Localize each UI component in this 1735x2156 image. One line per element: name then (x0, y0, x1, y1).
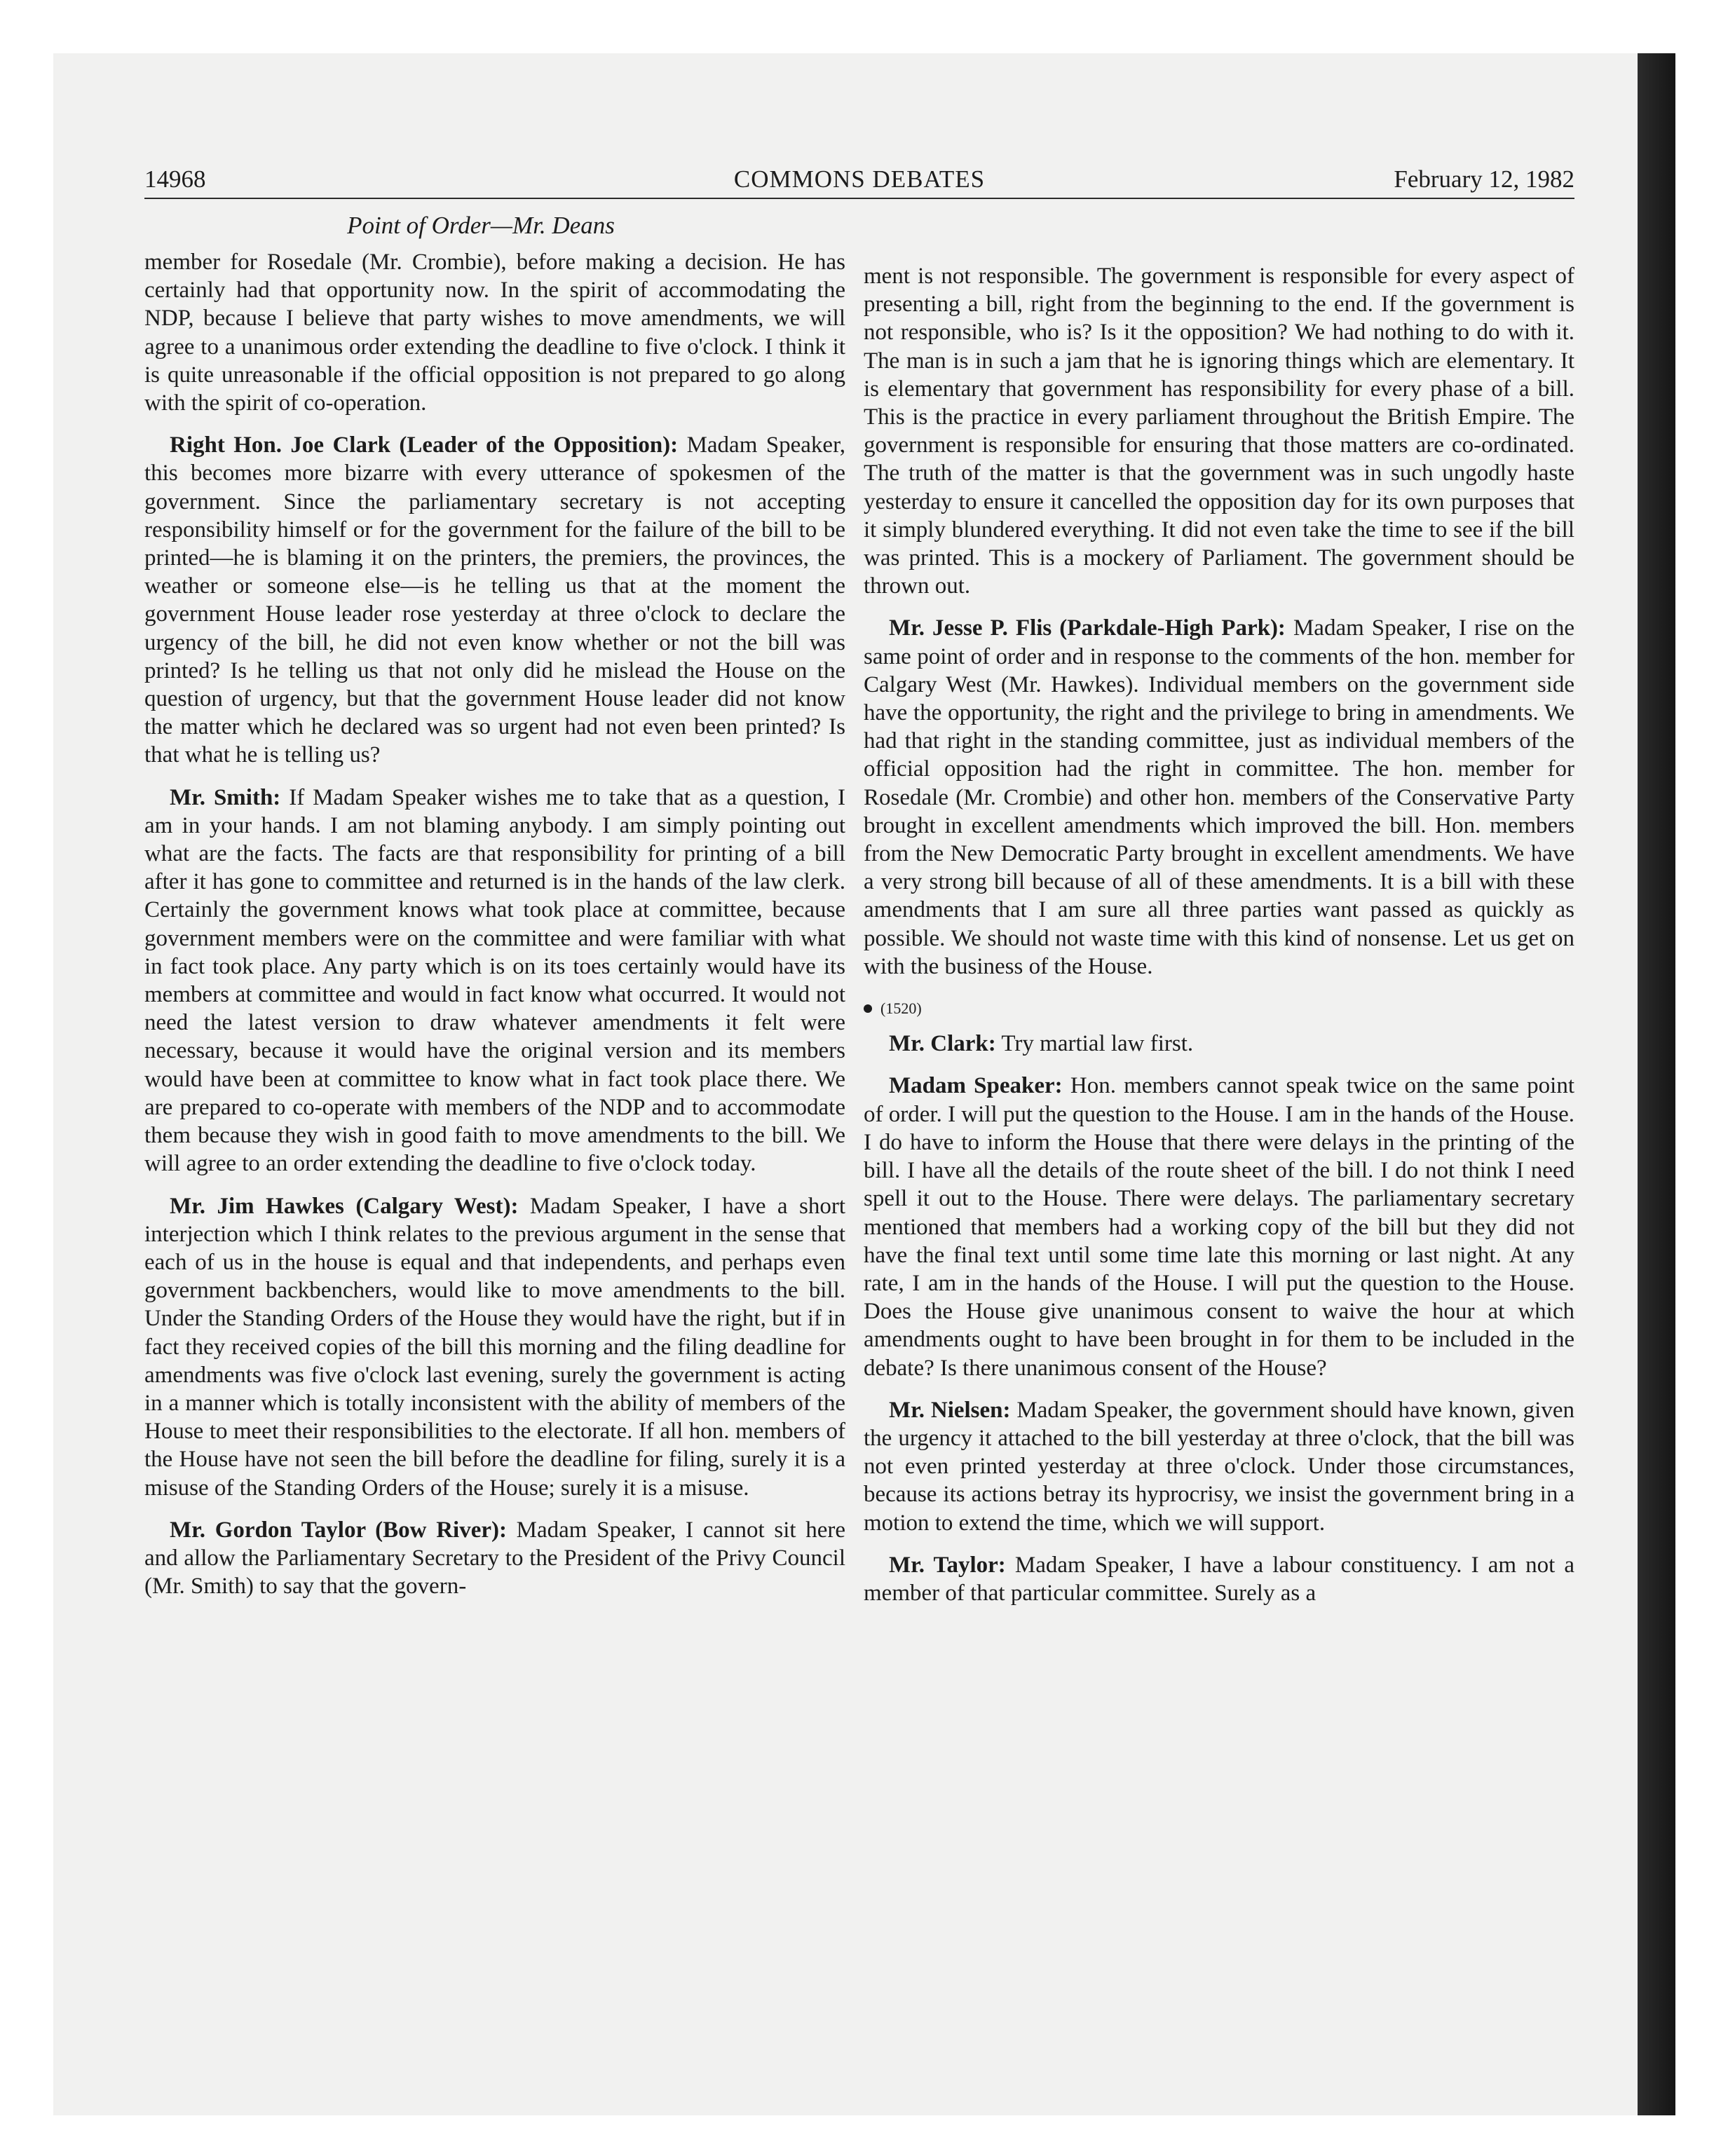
section-subtitle: Point of Order—Mr. Deans (347, 212, 615, 239)
paragraph (144, 431, 845, 769)
time-marker (864, 995, 1574, 1023)
speech-text: Madam Speaker, I rise on the same point of order and in response to the comments of the hon. member for Calgary West (Mr. Hawkes). Individual members on the government side have the opportunity, the right and the privilege to bring in amendments. We had that right in the standing committee, just as individual members of the official opposition had the right in committee. The hon. member for Rosedale (Mr. Crombie) and other hon. members of the Conservative Party brought in excellent amendments which improved the bill. Hon. members from the New Democratic Party brought in excellent amendments. We have a very strong bill because of all of these amendments. It is a bill with these amendments that I am sure all three parties want passed as quickly as possible. We should not waste time with this kind of nonsense. Let us get on with the business of the House. (864, 615, 1575, 979)
speech-text: Try martial law first. (1001, 1031, 1194, 1057)
paragraph (144, 1192, 845, 1502)
speaker-name: Mr. Gordon Taylor (Bow River): (170, 1517, 507, 1543)
page-header (144, 165, 1574, 198)
right-column (864, 262, 1574, 1621)
paragraph (864, 614, 1574, 981)
speaker-name: Mr. Jesse P. Flis (Parkdale-High Park): (889, 615, 1286, 641)
speaker-name: Mr. Nielsen: (889, 1397, 1011, 1423)
speaker-name: Mr. Taylor: (889, 1552, 1006, 1578)
paragraph (144, 784, 845, 1178)
speech-text: Hon. members cannot speak twice on the same point of order. I will put the question to the House. I am in the hands of the House. I do have to inform the House that there were delays in the printing of the bill. I have all the details of the route sheet of the bill. I do not think I need spell it out to the House. There were delays. The parliamentary secretary mentioned that members had a working copy of the bill but they did not have the final text until some time late this morning or last night. At any rate, I am in the hands of the House. I will put the question to the House. Does the House give unanimous consent to waive the hour at which amendments ought to have been brought in for them to be included in the debate? Is there unanimous consent of the House? (864, 1073, 1575, 1381)
header-rule (144, 198, 1574, 199)
speech-text: Madam Speaker, this becomes more bizarre with every utterance of spokesmen of the government. Since the parliamentary secretary is not accepting responsibility himself or for the government for the failure of the bill to be printed—he is blaming it on the printers, the premiers, the provinces, the weather or someone else—is he telling us that at the moment the government House leader rose yesterday at three o'clock to declare the urgency of the bill, he did not even know whether or not the bill was printed? Is he telling us that not only did he mislead the House on the question of urgency, but that the government House leader did not know the matter which he declared was so urgent had not even been printed? Is that what he is telling us? (144, 432, 845, 768)
speech-text: Madam Speaker, the government should have known, given the urgency it attached to the bill yesterday at three o'clock, that the bill was not even printed yesterday at three o'clock. Under those circumstances, because its actions betray its hyprocrisy, we insist the government bring in a motion to extend the time, which we will support. (864, 1397, 1574, 1536)
speech-text: Madam Speaker, I have a short interjection which I think relates to the previous argument in the sense that each of us in the house is equal and that independents, and perhaps even government backbenchers, would like to move amendments to the bill. Under the Standing Orders of the House they would have the right, but if in fact they received copies of the bill this morning and the filing deadline for amendments was five o'clock last evening, surely the government is acting in a manner which is totally inconsistent with the ability of members of the House to meet their responsibilities to the electorate. If all hon. members of the House have not seen the bill before the deadline for filing, surely it is a misuse of the Standing Orders of the House; surely it is a misuse. (144, 1193, 845, 1501)
paragraph (144, 248, 845, 417)
page-date: February 12, 1982 (1394, 165, 1574, 193)
speaker-name: Madam Speaker: (889, 1073, 1063, 1099)
time-marker-text: (1520) (880, 999, 922, 1018)
left-column (144, 248, 845, 1614)
paragraph (144, 1516, 845, 1601)
paragraph (864, 1396, 1574, 1537)
speech-text: ment is not responsible. The government is responsible for every aspect of presenting a bill, right from the beginning to the end. If the government is not responsible, who is? Is it the opposition? We had nothing to do with it. The man is in such a jam that he is ignoring things which are elementary. It is elementary that government has responsibility for every phase of a bill. This is the practice in every parliament throughout the British Empire. The government is responsible for ensuring that those matters are co-ordinated. The truth of the matter is that the government was in such ungodly haste yesterday to ensure it cancelled the opposition day for its own purposes that it simply blundered everything. It did not even take the time to see if the bill was printed. This is a mockery of Parliament. The government should be thrown out. (864, 264, 1574, 599)
speaker-name: Mr. Smith: (170, 784, 281, 810)
speaker-name: Mr. Clark: (889, 1031, 996, 1057)
speaker-name: Right Hon. Joe Clark (Leader of the Opposition): (170, 432, 679, 458)
speaker-name: Mr. Jim Hawkes (Calgary West): (170, 1193, 519, 1219)
paragraph (864, 262, 1574, 600)
speech-text: Madam Speaker, I cannot sit here and allow the Parliamentary Secretary to the President of the Privy Council (Mr. Smith) to say that the govern- (144, 1517, 846, 1599)
scan-edge-shadow (1638, 53, 1675, 2115)
speech-text: If Madam Speaker wishes me to take that as a question, I am in your hands. I am not blaming anybody. I am simply pointing out what are the facts. The facts are that responsibility for printing of a bill after it has gone to committee and returned is in the hands of the law clerk. Certainly the government knows what took place at committee, because government members were on the committee and were familiar with what in fact took place. Any party which is on its toes certainly would have its members at committee and would in fact know what occurred. It would not need the latest version to draw whatever amendments it felt were necessary, because it would have the original version and its members would have been at committee to know what in fact took place there. We are prepared to co-operate with members of the NDP and to accommodate them because they wish in good faith to move amendments to the bill. We will agree to an order extending the deadline to five o'clock today. (144, 784, 846, 1177)
paragraph (864, 1551, 1574, 1607)
speech-text: member for Rosedale (Mr. Crombie), before making a decision. He has certainly had that opportunity now. In the spirit of accommodating the NDP, because I believe that party wishes to move amendments, we will agree to a unanimous order extending the deadline to five o'clock. I think it is quite unreasonable if the official opposition is not prepared to go along with the spirit of co-operation. (144, 250, 845, 416)
bullet-icon (864, 1004, 872, 1013)
paragraph (864, 1072, 1574, 1381)
page-number: 14968 (144, 165, 206, 193)
publication-title: COMMONS DEBATES (733, 165, 986, 193)
speech-text: Madam Speaker, I have a labour constituency. I am not a member of that particular committee. Surely as a (864, 1552, 1574, 1606)
paragraph (864, 1030, 1574, 1058)
